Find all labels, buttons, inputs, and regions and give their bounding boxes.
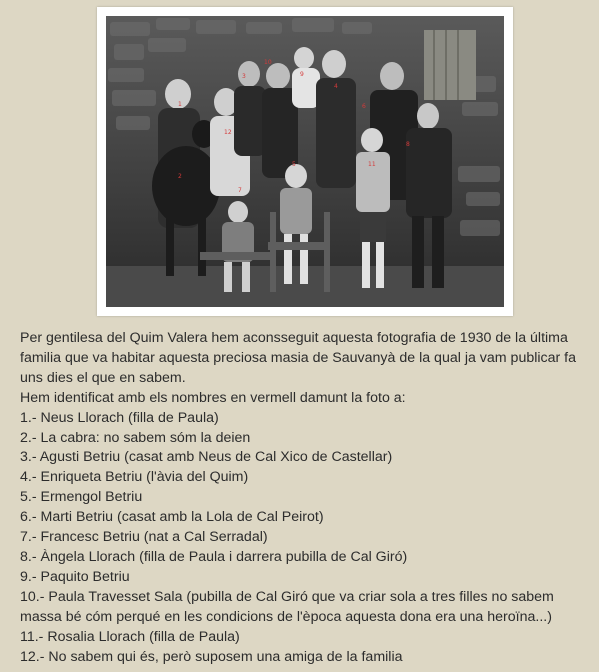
photo-frame <box>97 7 513 316</box>
intro-line-4: Hem identificat amb els nombres en vermell damunt la foto a: <box>20 389 406 406</box>
family-photo-illustration <box>106 16 504 307</box>
marker-5: 5 <box>292 161 296 168</box>
list-item: 2.- La cabra: no sabem sóm la deien <box>20 429 251 446</box>
list-item: 10.- Paula Travesset Sala (pubilla de Cal Giró que va criar sola a tres filles no sabem <box>20 588 554 605</box>
wooden-door <box>424 30 476 100</box>
list-item: 12.- No sabem qui és, però suposem una amiga de la familia <box>20 648 403 665</box>
list-item: 3.- Agusti Betriu (casat amb Neus de Cal Xico de Castellar) <box>20 449 393 466</box>
marker-6: 6 <box>362 103 366 110</box>
people-list <box>20 409 590 668</box>
intro-line-2: familia que va habitar aquesta preciosa masia de Sauvanyà de la qual ja vam publicar fa <box>20 349 577 366</box>
list-item: 4.- Enriqueta Betriu (l'àvia del Quim) <box>20 469 249 486</box>
marker-4: 4 <box>334 83 338 90</box>
marker-7: 7 <box>238 187 242 194</box>
list-item: 9.- Paquito Betriu <box>20 568 130 585</box>
marker-12: 12 <box>224 129 232 136</box>
marker-1: 1 <box>178 101 182 108</box>
list-item: 5.- Ermengol Betriu <box>20 489 143 506</box>
marker-9: 9 <box>300 71 304 78</box>
list-item: massa bé cóm perqué en les condicions de l'època aquesta dona era una heroïna...) <box>20 608 552 625</box>
list-item: 6.- Marti Betriu (casat amb la Lola de Cal Peirot) <box>20 509 324 526</box>
family-photo[interactable] <box>106 16 504 307</box>
marker-2: 2 <box>178 173 182 180</box>
list-item: 1.- Neus Llorach (filla de Paula) <box>20 409 219 426</box>
marker-11: 11 <box>368 161 376 168</box>
caption-text <box>20 329 590 667</box>
marker-8: 8 <box>406 141 410 148</box>
intro-line-1: Per gentilesa del Quim Valera hem aconsseguit aquesta fotografia de 1930 de la última <box>20 330 568 346</box>
marker-3: 3 <box>242 73 246 80</box>
list-item: 7.- Francesc Betriu (nat a Cal Serradal) <box>20 529 268 546</box>
list-item: 11.- Rosalia Llorach (filla de Paula) <box>20 628 240 645</box>
list-item: 8.- Àngela Llorach (filla de Paula i darrera pubilla de Cal Giró) <box>20 548 408 565</box>
intro-line-3: uns dies el que en sabem. <box>20 369 186 386</box>
marker-10: 10 <box>264 59 272 66</box>
